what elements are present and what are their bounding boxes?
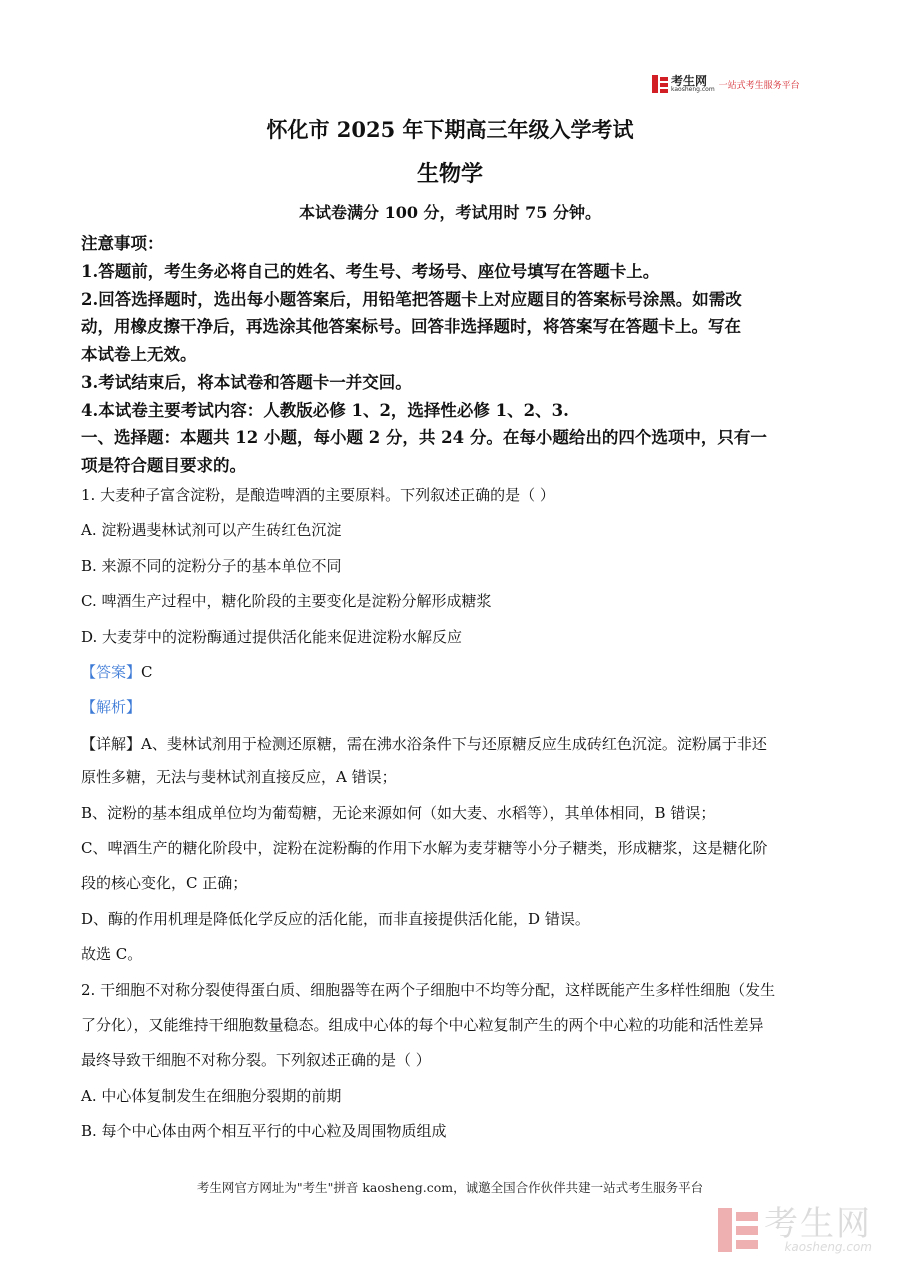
- logo-brand: [671, 75, 715, 93]
- q1-explanation-c-line-2: 段的核心变化，C 正确；: [81, 874, 248, 892]
- subject-title: 生物学: [416, 161, 483, 187]
- answer-value: C: [141, 663, 153, 681]
- header-logo: [652, 74, 800, 94]
- logo-text-en: kaosheng.com: [671, 86, 715, 93]
- note-3: 3.考试结束后，将本试卷和答题卡一并交回。: [81, 373, 412, 392]
- q2-stem-line-1: 2. 干细胞不对称分裂使得蛋白质、细胞器等在两个子细胞中不均等分配，这样既能产生多样性细胞（发生: [81, 981, 776, 999]
- q2-option-a: A. 中心体复制发生在细胞分裂期的前期: [81, 1087, 342, 1105]
- watermark-text-en: kaosheng.com: [784, 1240, 872, 1254]
- exam-title: 怀化市 2025 年下期高三年级入学考试: [266, 117, 634, 142]
- detail-label: 【详解】: [81, 735, 142, 753]
- watermark-text-cn: 考生网: [764, 1204, 872, 1244]
- q1-stem: 1. 大麦种子富含淀粉，是酿造啤酒的主要原料。下列叙述正确的是（ ）: [81, 486, 555, 504]
- logo-text-cn: 考生网: [671, 74, 708, 88]
- q2-stem-line-2: 了分化），又能维持干细胞数量稳态。组成中心体的每个中心粒复制产生的两个中心粒的功能和活性差异: [81, 1016, 764, 1034]
- q1-option-d: D. 大麦芽中的淀粉酶通过提供活化能来促进淀粉水解反应: [81, 628, 463, 646]
- watermark-logo-icon: [718, 1208, 758, 1252]
- note-2-line-1: 2.回答选择题时，选出每小题答案后，用铅笔把答题卡上对应题目的答案标号涂黑。如需改: [81, 290, 742, 309]
- q1-analysis-label: 【解析】: [81, 698, 142, 716]
- q1-option-c: C. 啤酒生产过程中，糖化阶段的主要变化是淀粉分解形成糖浆: [81, 592, 492, 610]
- q1-explanation-a-line-1: [81, 733, 767, 754]
- logo-slogan: 一站式考生服务平台: [718, 80, 800, 91]
- section-heading-line-2: 项是符合题目要求的。: [81, 456, 246, 475]
- answer-label: 【答案】: [81, 663, 142, 681]
- watermark: [718, 1204, 872, 1254]
- note-4: 4.本试卷主要考试内容：人教版必修 1、2，选择性必修 1、2、3.: [81, 401, 569, 420]
- note-2-line-2: 动，用橡皮擦干净后，再选涂其他答案标号。回答非选择题时，将答案写在答题卡上。写在: [81, 317, 741, 336]
- q1-answer: [81, 661, 153, 682]
- q2-option-b: B. 每个中心体由两个相互平行的中心粒及周围物质组成: [81, 1122, 447, 1140]
- note-2-line-3: 本试卷上无效。: [81, 345, 197, 364]
- q1-explanation-d: D、酶的作用机理是降低化学反应的活化能，而非直接提供活化能，D 错误。: [81, 910, 590, 928]
- watermark-text: [764, 1204, 872, 1254]
- page-footer: 考生网官方网址为"考生"拼音 kaosheng.com，诚邀全国合作伙伴共建一站式考生服务平台: [196, 1180, 704, 1195]
- kaosheng-logo-icon: [652, 75, 668, 93]
- note-1: 1.答题前，考生务必将自己的姓名、考生号、考场号、座位号填写在答题卡上。: [81, 262, 660, 281]
- q1-option-b: B. 来源不同的淀粉分子的基本单位不同: [81, 557, 342, 575]
- notes-heading: 注意事项：: [81, 234, 164, 253]
- q1-explanation-c-line-1: C、啤酒生产的糖化阶段中，淀粉在淀粉酶的作用下水解为麦芽糖等小分子糖类，形成糖浆，这是糖化阶: [81, 839, 768, 857]
- section-heading-line-1: 一、选择题：本题共 12 小题，每小题 2 分，共 24 分。在每小题给出的四个选项中，只有一: [81, 428, 767, 447]
- q1-explanation-a-line-2: 原性多糖，无法与斐林试剂直接反应，A 错误；: [81, 768, 397, 786]
- q1-option-a: A. 淀粉遇斐林试剂可以产生砖红色沉淀: [81, 521, 342, 539]
- q1-conclusion: 故选 C。: [81, 945, 143, 963]
- q1-explanation-a-text: A、斐林试剂用于检测还原糖，需在沸水浴条件下与还原糖反应生成砖红色沉淀。淀粉属于非还: [141, 735, 767, 753]
- exam-info: 本试卷满分 100 分，考试用时 75 分钟。: [299, 203, 601, 222]
- q2-stem-line-3: 最终导致干细胞不对称分裂。下列叙述正确的是（ ）: [81, 1051, 431, 1069]
- q1-explanation-b: B、淀粉的基本组成单位均为葡萄糖，无论来源如何（如大麦、水稻等），其单体相同，B 错误；: [81, 804, 716, 822]
